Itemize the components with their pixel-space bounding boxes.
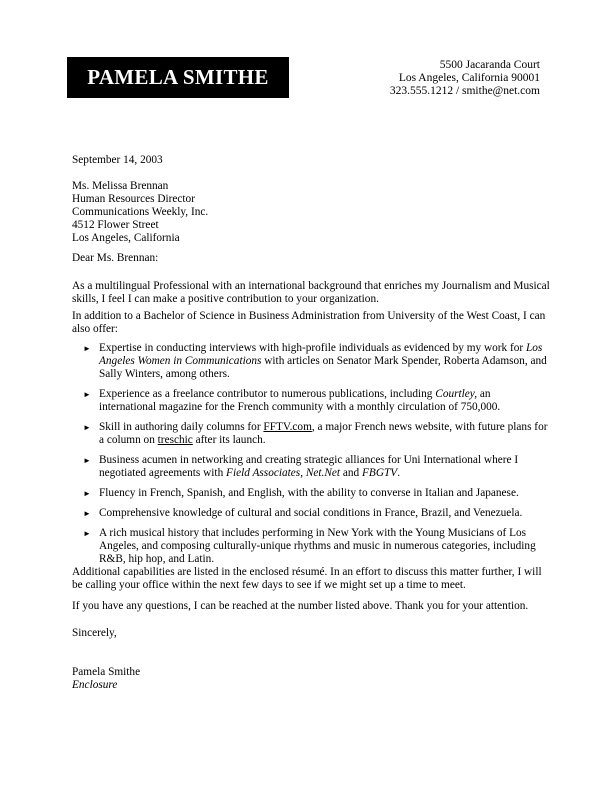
partner-names: Field Associates, Net.Net [226,467,341,479]
sender-address [390,59,540,98]
item-text: A rich musical history that includes performing in New York with the Young Musicians of Los Angeles, and composing culturally-unique rhythms and music in numerous categories, including R&B, hip hop, and Latin. [99,527,536,565]
item-text: , a major French news website, with future plans for a column on [99,421,548,446]
bullet-arrow-icon: ► [83,529,91,538]
publication-name: Los Angeles Women in Communications [99,342,543,367]
list-item [72,342,550,381]
item-text: . [397,467,401,479]
publication-name: Courtley, [435,388,478,400]
address-line-2: Los Angeles, California 90001 [398,72,540,84]
item-text: Expertise in conducting interviews with high-profile individuals as evidenced by my work for [99,342,526,354]
item-text: Skill in authoring daily columns for [99,421,264,433]
item-text: Comprehensive knowledge of cultural and social conditions in France, Brazil, and Venezuela. [99,507,523,519]
signature-name: Pamela Smithe [72,666,141,678]
item-text: after its launch. [192,434,266,446]
intro-paragraph: As a multilingual Professional with an international background that enriches my Journalism and Musical skills, I feel I can make a positive contribution to your organization. [72,280,550,305]
list-item [72,527,550,566]
letterhead-name: PAMELA SMITHE [67,57,289,98]
recipient-block [72,180,550,245]
qualifications-list [72,342,550,573]
contact-line: 323.555.1212 / smithe@net.com [389,85,540,97]
offer-paragraph: In addition to a Bachelor of Science in Business Administration from University of the West Coast, I can also offer: [72,310,546,335]
item-text: and [340,467,363,479]
bullet-arrow-icon: ► [83,509,91,518]
closing-paragraph: Additional capabilities are listed in the enclosed résumé. In an effort to discuss this matter further, I will be calling your office within the next few days to see if we might set up a time to meet. [72,566,542,591]
recipient-street: 4512 Flower Street [72,219,159,231]
treschic-link[interactable]: treschic [157,434,193,446]
recipient-city: Los Angeles, California [72,232,180,244]
fftv-link[interactable]: FFTV.com [263,421,312,433]
bullet-arrow-icon: ► [83,423,91,432]
letter-date: September 14, 2003 [72,154,163,166]
partner-name: FBGTV [362,467,398,479]
list-item [72,388,550,414]
bullet-arrow-icon: ► [83,390,91,399]
list-item [72,421,550,447]
item-text: Fluency in French, Spanish, and English, with the ability to converse in Italian and Japanese. [99,487,519,499]
list-item [72,507,550,520]
bullet-arrow-icon: ► [83,344,91,353]
recipient-company: Communications Weekly, Inc. [72,206,209,218]
list-item [72,487,550,500]
salutation: Dear Ms. Brennan: [72,252,159,264]
contact-paragraph: If you have any questions, I can be reached at the number listed above. Thank you for your attention. [72,600,529,612]
bullet-arrow-icon: ► [83,489,91,498]
address-line-1: 5500 Jacaranda Court [439,59,540,71]
sign-off: Sincerely, [72,627,117,639]
bullet-arrow-icon: ► [83,456,91,465]
item-text: with articles on Senator Mark Spender, Roberta Adamson, and Sally Winters, among others. [99,355,547,380]
recipient-name: Ms. Melissa Brennan [72,180,169,192]
enclosure-note: Enclosure [72,679,118,691]
item-text: Experience as a freelance contributor to numerous publications, including [99,388,436,400]
item-text: Business acumen in networking and creating strategic alliances for Uni International where I negotiated agreements with [99,454,519,479]
item-text: an international magazine for the French community with a monthly circulation of 750,000. [99,388,501,413]
recipient-title: Human Resources Director [72,193,195,205]
list-item [72,454,550,480]
